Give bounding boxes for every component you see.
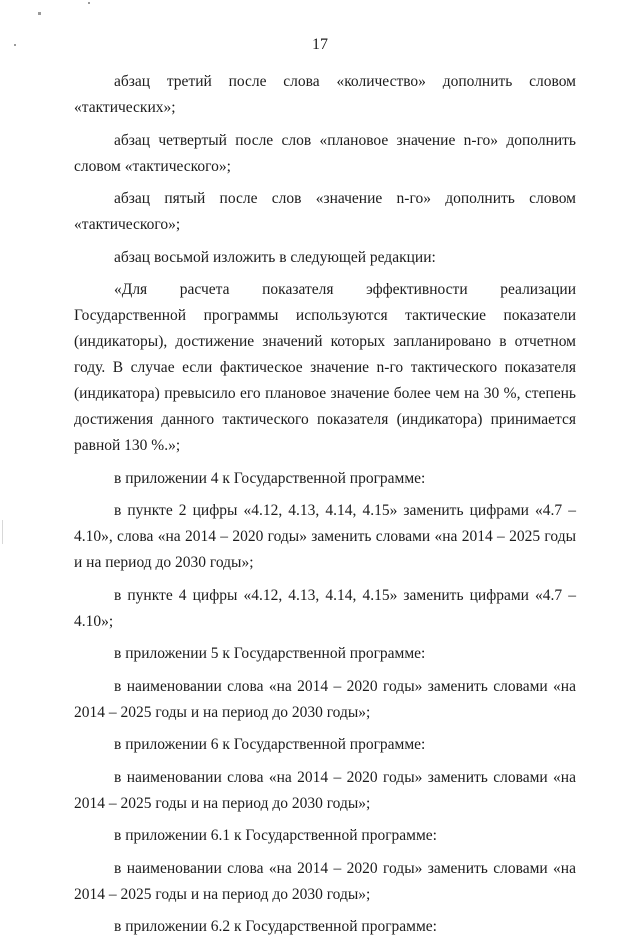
page-number: 17 (312, 36, 328, 53)
scan-speck (88, 2, 90, 4)
paragraph-4: абзац восьмой изложить в следующей редакции: (114, 248, 436, 266)
paragraph-12: в наименовании слова «на 2014 – 2020 годы» заменить словами «на 2014 – 2025 годы и на период до 2030 годы»; (74, 768, 576, 812)
paragraph-5: «Для расчета показателя эффективности реализации Государственной программы используются тактические показатели (индикаторы), достижение значений которых запланировано в отчетном году. В случае если фактическое значение n-го тактического показателя (индикатора) превысило его плановое значение более чем на 30 %, степень достижения данного тактического показателя (индикатора) принимается равной 130 %.»; (74, 281, 576, 454)
paragraph-7: в пункте 2 цифры «4.12, 4.13, 4.14, 4.15» заменить цифрами «4.7 – 4.10», слова «на 2014 – 2020 годы» заменить словами «на 2014 – 2025 годы и на период до 2030 годы»; (74, 502, 576, 571)
document-body (74, 69, 576, 947)
paragraph-8: в пункте 4 цифры «4.12, 4.13, 4.14, 4.15» заменить цифрами «4.7 – 4.10»; (74, 586, 576, 630)
scan-edge-line (2, 520, 3, 544)
paragraph-3: абзац пятый после слов «значение n-го» дополнить словом «тактического»; (74, 190, 576, 233)
paragraph-10: в наименовании слова «на 2014 – 2020 годы» заменить словами «на 2014 – 2025 годы и на период до 2030 годы»; (74, 677, 576, 721)
scan-speck (38, 12, 41, 15)
paragraph-13: в приложении 6.1 к Государственной программе: (114, 827, 437, 844)
paragraph-2: абзац четвертый после слов «плановое значение n-го» дополнить словом «тактического»; (74, 131, 576, 175)
paragraph-11: в приложении 6 к Государственной программе: (114, 736, 426, 753)
paragraph-9: в приложении 5 к Государственной программе: (114, 645, 426, 662)
paragraph-6: в приложении 4 к Государственной программе: (114, 469, 426, 487)
paragraph-1: абзац третий после слова «количество» дополнить словом «тактических»; (74, 73, 576, 116)
paragraph-15: в приложении 6.2 к Государственной программе: (114, 918, 437, 935)
paragraph-14: в наименовании слова «на 2014 – 2020 годы» заменить словами «на 2014 – 2025 годы и на период до 2030 годы»; (74, 859, 576, 903)
